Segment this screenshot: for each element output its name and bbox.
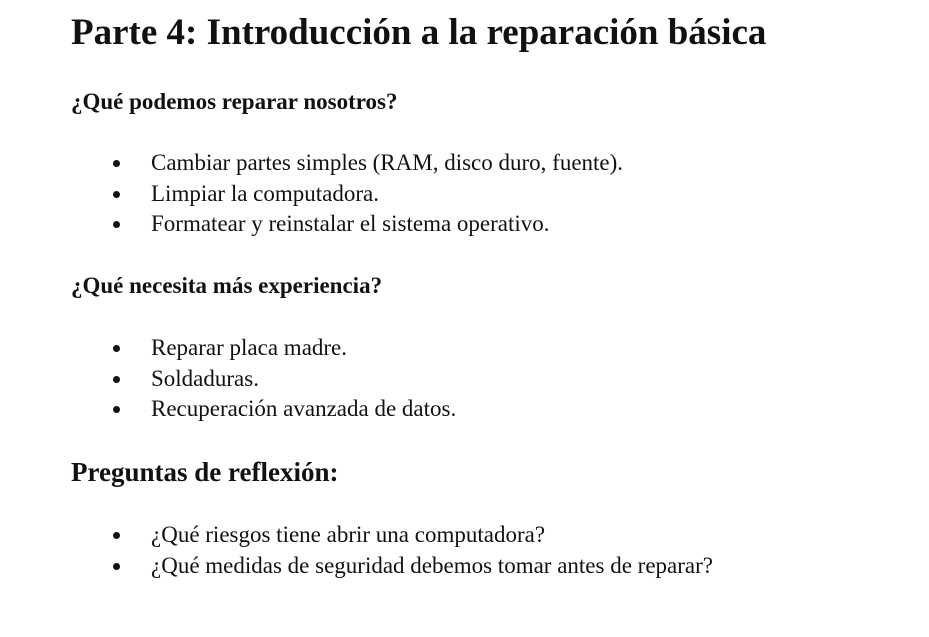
bullet-icon xyxy=(113,376,120,383)
bullet-icon xyxy=(113,160,120,167)
bullet-icon xyxy=(113,345,120,352)
section-heading-repair-ourselves: ¿Qué podemos reparar nosotros? xyxy=(71,89,398,114)
bullet-icon xyxy=(113,406,120,413)
list-item-text: Limpiar la computadora. xyxy=(151,180,380,206)
list-item-text: Recuperación avanzada de datos. xyxy=(151,396,457,421)
list-item-text: Soldaduras. xyxy=(151,365,259,391)
bullet-icon xyxy=(113,191,120,198)
section-heading-reflection-questions: Preguntas de reflexión: xyxy=(71,457,339,487)
page-title: Parte 4: Introducción a la reparación básica xyxy=(71,12,767,53)
section-heading-needs-experience: ¿Qué necesita más experiencia? xyxy=(71,273,383,298)
list-item-text: Reparar placa madre. xyxy=(151,335,348,360)
list-item-text: ¿Qué medidas de seguridad debemos tomar antes de reparar? xyxy=(151,552,713,578)
bullet-icon xyxy=(113,532,120,539)
bullet-icon xyxy=(113,563,120,570)
list-item-text: Formatear y reinstalar el sistema operativo. xyxy=(151,211,550,236)
list-item-text: ¿Qué riesgos tiene abrir una computadora? xyxy=(151,522,546,547)
list-item-text: Cambiar partes simples (RAM, disco duro, fuente). xyxy=(151,150,624,175)
bullet-icon xyxy=(113,221,120,228)
